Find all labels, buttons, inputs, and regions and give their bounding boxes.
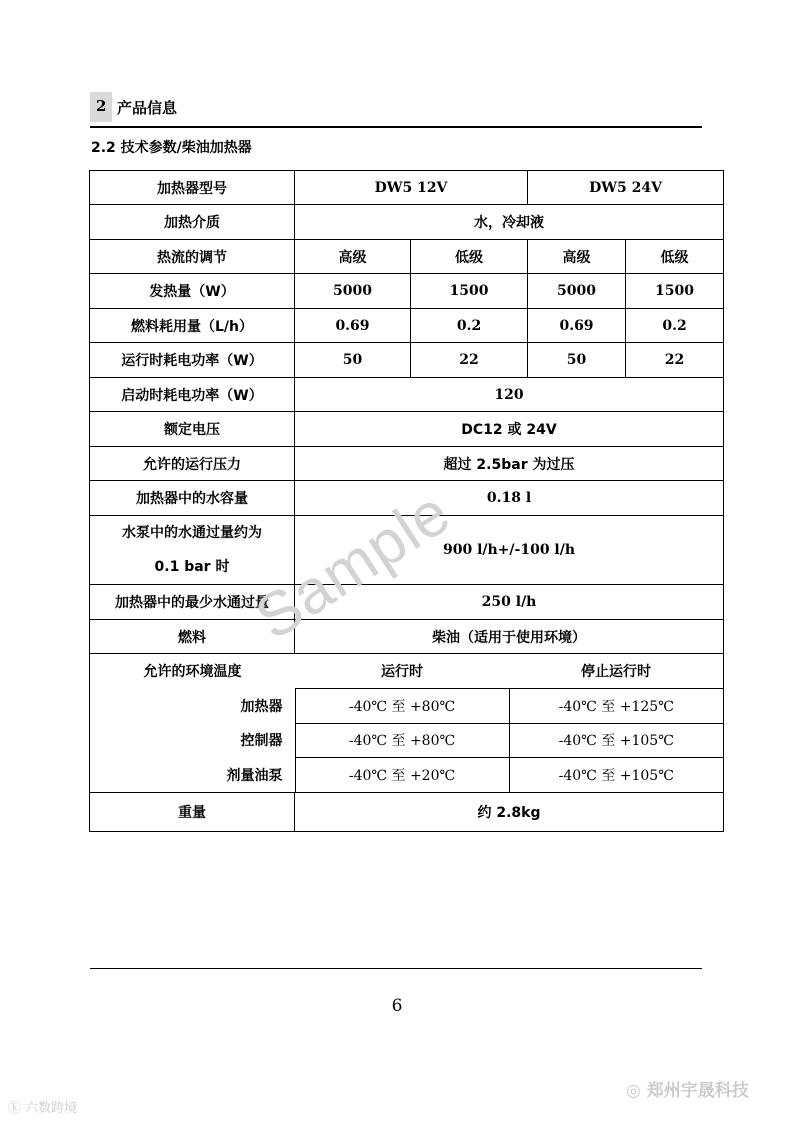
table-row xyxy=(90,309,724,343)
medium-value: 水，冷却液 xyxy=(295,205,724,240)
pressure-label: 允许的运行压力 xyxy=(90,447,295,481)
fuel-consumption-cell: 0.69 xyxy=(528,309,626,343)
footer-rule xyxy=(90,968,702,969)
pump-flow-label-line1: 水泵中的水通过量约为 xyxy=(122,525,262,541)
temp-running-cell: -40℃ 至 +80℃ xyxy=(295,723,509,757)
table-row xyxy=(90,654,724,793)
table-row xyxy=(90,343,724,378)
subsection-title: 2.2 技术参数/柴油加热器 xyxy=(91,140,252,156)
medium-label: 加热介质 xyxy=(90,205,295,240)
temp-stopped-cell: -40℃ 至 +125℃ xyxy=(509,688,723,723)
temp-header-stopped: 停止运行时 xyxy=(581,663,652,680)
brand-right-text: 郑州宇晟科技 xyxy=(646,1081,749,1101)
run-power-cell: 22 xyxy=(411,343,528,378)
temp-stopped-cell: -40℃ 至 +105℃ xyxy=(509,757,723,792)
table-row xyxy=(90,723,723,757)
weight-label: 重量 xyxy=(90,793,295,832)
pump-flow-label-line2: 0.1 bar 时 xyxy=(154,559,230,575)
start-power-value: 120 xyxy=(295,378,724,412)
sample-watermark: Sample xyxy=(243,477,463,654)
table-row xyxy=(90,378,724,412)
run-power-label: 运行时耗电功率（W） xyxy=(90,343,295,378)
temperature-block xyxy=(90,654,724,793)
heat-output-cell: 1500 xyxy=(626,274,724,309)
weight-value: 约 2.8kg xyxy=(295,793,724,832)
pump-flow-label xyxy=(90,516,295,585)
water-capacity-label: 加热器中的水容量 xyxy=(90,481,295,516)
brand-logo-icon: ⓚ xyxy=(8,1101,26,1116)
header-rule xyxy=(90,126,702,128)
table-row xyxy=(90,274,724,309)
page-number: 6 xyxy=(391,996,403,1016)
temp-running-cell: -40℃ 至 +80℃ xyxy=(295,688,509,723)
temp-row-label: 控制器 xyxy=(240,733,283,749)
model-label: 加热器型号 xyxy=(90,171,295,205)
model-24v: DW5 24V xyxy=(528,171,724,205)
run-power-cell: 22 xyxy=(626,343,724,378)
regulation-label: 热流的调节 xyxy=(90,240,295,274)
section-number: 2 xyxy=(96,97,107,115)
model-12v: DW5 12V xyxy=(295,171,528,205)
fuel-consumption-cell: 0.2 xyxy=(411,309,528,343)
fuel-label: 燃料 xyxy=(90,620,295,654)
heat-output-cell: 5000 xyxy=(295,274,411,309)
brand-left-text: 六数跨境 xyxy=(25,1101,78,1116)
table-row xyxy=(90,620,724,654)
temp-row-label: 剂量油泵 xyxy=(226,767,283,784)
temperature-table xyxy=(90,654,723,792)
run-power-cell: 50 xyxy=(295,343,411,378)
fuel-consumption-cell: 0.2 xyxy=(626,309,724,343)
fuel-consumption-cell: 0.69 xyxy=(295,309,411,343)
fuel-consumption-label: 燃料耗用量（L/h） xyxy=(90,309,295,343)
section-title: 产品信息 xyxy=(117,99,178,117)
table-row xyxy=(90,240,724,274)
temperature-label: 允许的环境温度 xyxy=(143,664,242,680)
voltage-value: DC12 或 24V xyxy=(295,412,724,447)
level-cell: 高级 xyxy=(528,240,626,274)
fuel-value: 柴油（适用于使用环境） xyxy=(295,620,724,654)
pressure-value: 超过 2.5bar 为过压 xyxy=(295,447,724,481)
start-power-label: 启动时耗电功率（W） xyxy=(90,378,295,412)
voltage-label: 额定电压 xyxy=(90,412,295,447)
level-cell: 低级 xyxy=(411,240,528,274)
table-row xyxy=(90,447,724,481)
temp-header-running: 运行时 xyxy=(381,663,423,680)
heat-output-cell: 5000 xyxy=(528,274,626,309)
temp-row-label: 加热器 xyxy=(240,698,283,715)
table-row xyxy=(90,793,724,832)
table-row xyxy=(90,688,723,723)
wechat-brand-watermark xyxy=(626,1076,749,1101)
table-row xyxy=(90,205,724,240)
heat-output-label: 发热量（W） xyxy=(90,274,295,309)
level-cell: 低级 xyxy=(626,240,724,274)
temp-running-cell: -40℃ 至 +20℃ xyxy=(295,757,509,792)
min-flow-value: 250 l/h xyxy=(295,585,724,620)
corner-brand-watermark xyxy=(8,1097,77,1116)
table-row xyxy=(90,585,724,620)
pump-flow-value: 900 l/h+/-100 l/h xyxy=(295,516,724,585)
wechat-icon: ◎ xyxy=(626,1081,647,1101)
section-header xyxy=(90,88,702,126)
temp-stopped-cell: -40℃ 至 +105℃ xyxy=(509,723,723,757)
heat-output-cell: 1500 xyxy=(411,274,528,309)
level-cell: 高级 xyxy=(295,240,411,274)
table-row xyxy=(90,757,723,792)
table-row xyxy=(90,654,723,688)
water-capacity-value: 0.18 l xyxy=(295,481,724,516)
run-power-cell: 50 xyxy=(528,343,626,378)
min-flow-label: 加热器中的最少水通过量 xyxy=(90,585,295,620)
table-row xyxy=(90,171,724,205)
table-row xyxy=(90,412,724,447)
